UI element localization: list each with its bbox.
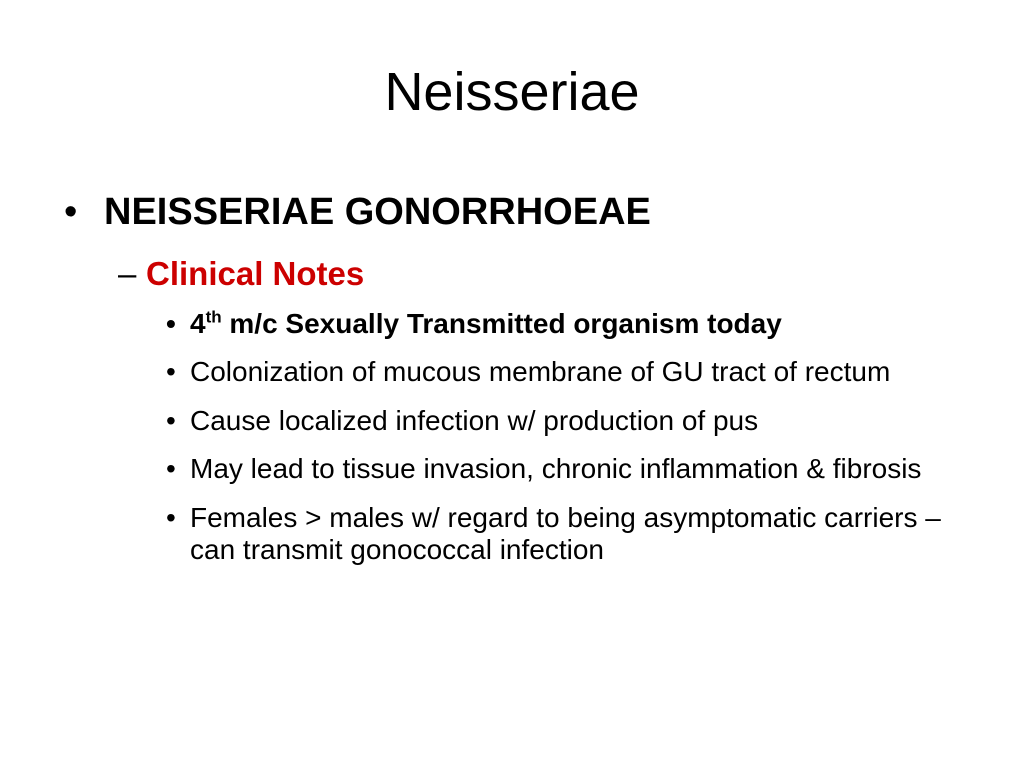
list-item xyxy=(166,405,966,437)
item-text: m/c Sexually Transmitted organism today xyxy=(221,308,782,339)
item-text: May lead to tissue invasion, chronic inflammation & fibrosis xyxy=(190,453,922,485)
item-text: Colonization of mucous membrane of GU tract of rectum xyxy=(190,356,891,388)
item-superscript: th xyxy=(205,307,222,327)
item-prefix: 4 xyxy=(190,308,206,339)
item-text: Cause localized infection w/ production of pus xyxy=(190,404,759,436)
heading-text: NEISSERIAE GONORRHOEAE xyxy=(104,191,651,233)
dash-icon: – xyxy=(118,255,137,292)
list-item xyxy=(166,356,966,388)
subheading-text: Clinical Notes xyxy=(146,255,365,292)
list-item xyxy=(166,502,966,567)
bullet-dot-icon: • xyxy=(166,308,176,339)
bullet-dot-icon: • xyxy=(166,404,176,436)
heading-bullet xyxy=(64,190,651,236)
subheading-item xyxy=(118,254,364,294)
item-text: Females > males w/ regard to being asymptomatic carriers – can transmit gonococcal infection xyxy=(190,501,941,566)
bullet-dot-icon: • xyxy=(166,356,176,388)
bullet-dot-icon: • xyxy=(64,191,78,233)
bullet-dot-icon: • xyxy=(166,453,176,485)
notes-list xyxy=(166,308,966,583)
list-item xyxy=(166,453,966,485)
list-item xyxy=(166,308,966,340)
slide-title: Neisseriae xyxy=(384,62,640,122)
bullet-dot-icon: • xyxy=(166,501,176,533)
